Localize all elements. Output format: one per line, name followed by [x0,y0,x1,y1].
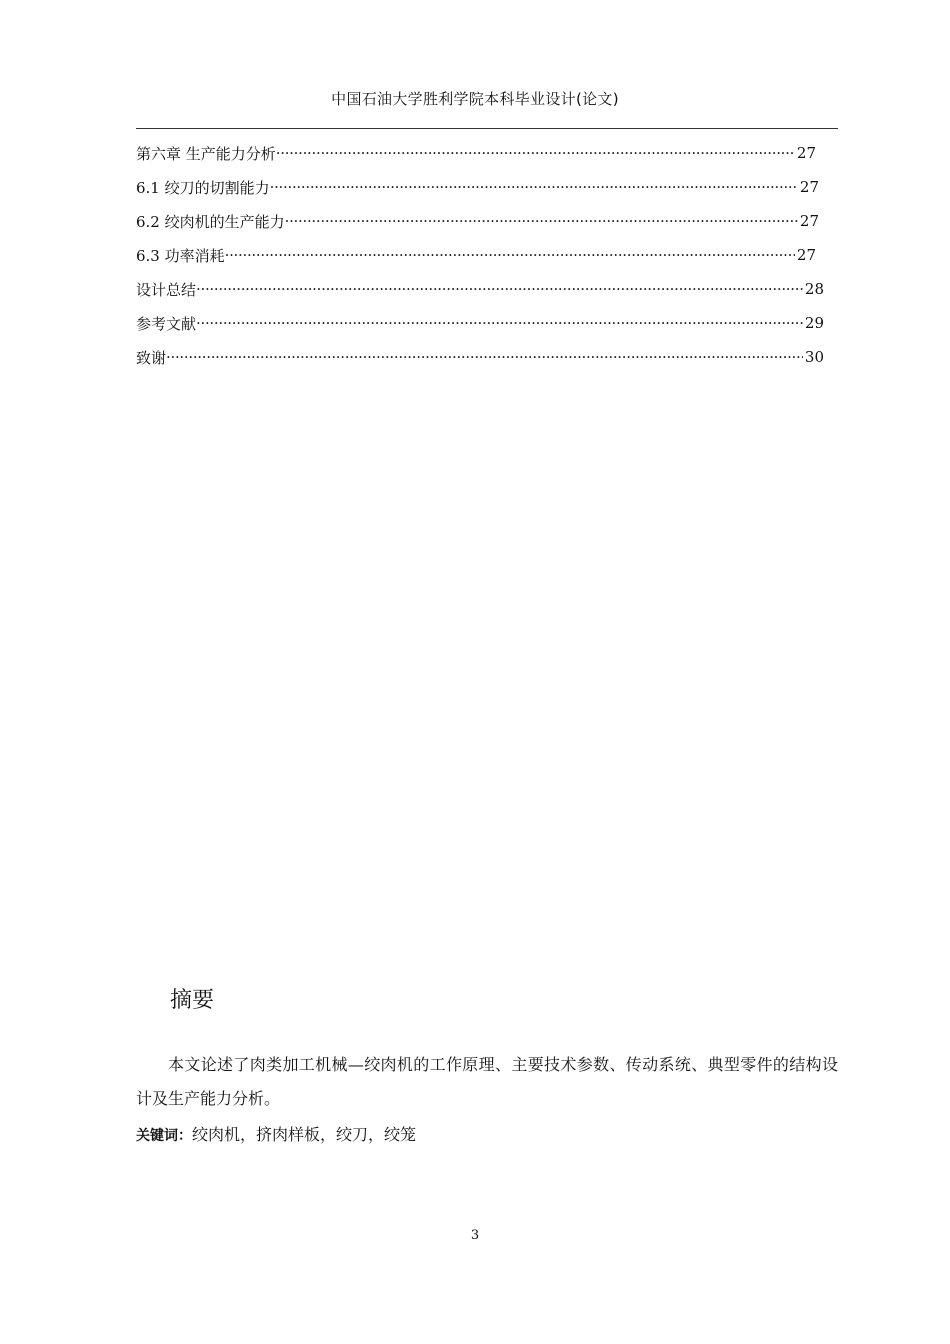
toc-leader-dots [285,212,798,230]
toc-entry-title: 6.2 绞肉机的生产能力 [136,212,285,231]
toc-entry-title: 6.3 功率消耗 [136,246,225,265]
toc-entry-page: 30 [804,348,824,366]
keywords-line [136,1122,416,1145]
toc-entry-page: 29 [804,314,824,332]
toc-entry-page: 27 [799,178,819,196]
toc-leader-dots [276,144,795,162]
toc-leader-dots [166,348,803,366]
toc-leader-dots [225,246,795,264]
toc-entry-summary[interactable] [136,276,824,302]
toc-entry-title: 6.1 绞刀的切割能力 [136,178,270,197]
toc-entry-title: 第六章 生产能力分析 [136,144,276,163]
toc-entry-6-3[interactable] [136,242,816,268]
toc-entry-page: 28 [804,280,824,298]
toc-entry-title: 致谢 [136,348,167,367]
toc-leader-dots [270,178,798,196]
toc-entry-references[interactable] [136,310,824,336]
header-rule [136,128,838,129]
toc-entry-page: 27 [796,246,816,264]
toc-leader-dots [196,280,803,298]
page-number: 3 [470,1228,480,1243]
abstract-body: 本文论述了肉类加工机械—绞肉机的工作原理、主要技术参数、传动系统、典型零件的结构设计及生产能力分析。 [136,1055,838,1108]
toc-entry-title: 设计总结 [136,280,197,299]
toc-entry-chapter-6[interactable] [136,140,816,166]
toc-entry-6-1[interactable] [136,174,819,200]
toc-entry-title: 参考文献 [136,314,197,333]
toc-leader-dots [196,314,803,332]
keywords-text: 绞肉机，挤肉样板，绞刀，绞笼 [192,1125,417,1144]
toc-entry-acknowledgements[interactable] [136,344,824,370]
page-header-title: 中国石油大学胜利学院本科毕业设计(论文) [331,90,619,108]
toc-entry-page: 27 [799,212,819,230]
keywords-label: 关键词： [136,1128,192,1144]
toc-entry-page: 27 [796,144,816,162]
abstract-heading: 摘要 [170,988,215,1013]
toc-entry-6-2[interactable] [136,208,819,234]
